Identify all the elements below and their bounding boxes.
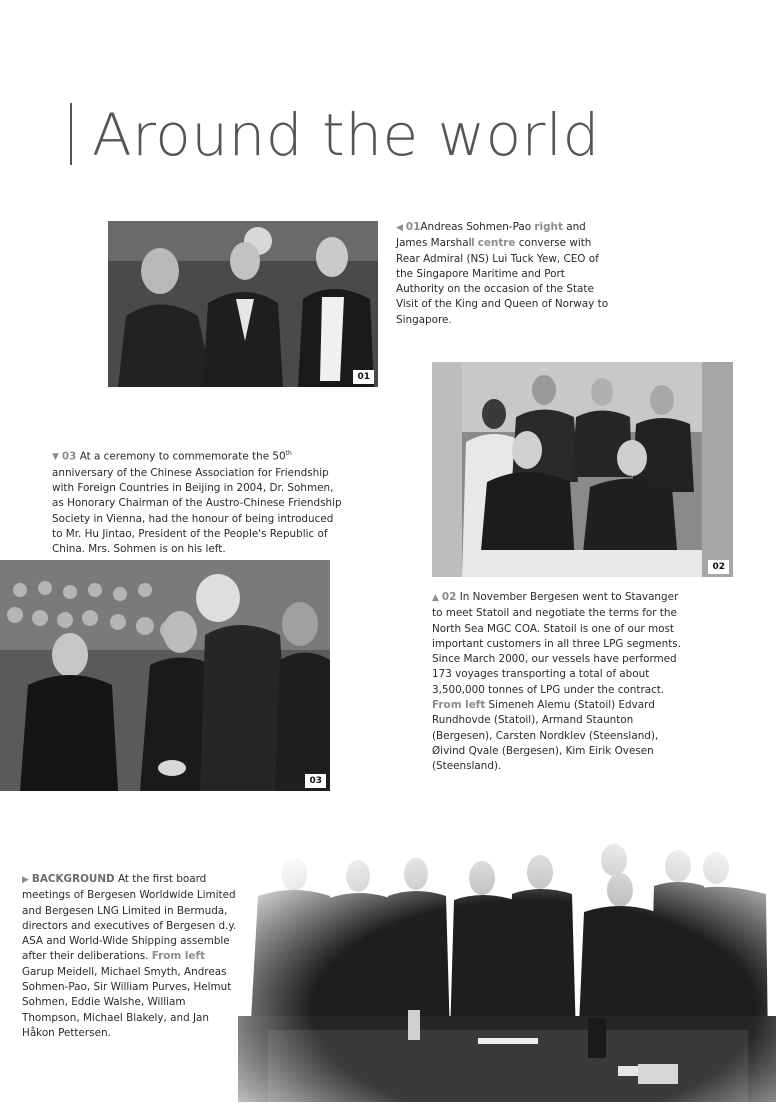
caption-number: 02 [441,591,457,603]
photo-03 [0,560,330,791]
photo-number: 02 [708,560,729,574]
caption-number: 03 [61,450,77,463]
photo-number: 03 [305,774,326,788]
photo-01 [108,221,378,387]
caption-02: ▲ 02 In November Bergesen went to Stavanger to meet Statoil and negotiate the terms for the North Sea MGC COA. Statoil is one of our most important customers in all three LPG segments. Since March 2000, our vessels have performed 173 voyages transporting a total of about 3,500,000 tonnes of LPG under the contract. From left Simeneh Alemu (Statoil) Edvard Rundhovde (Statoil), Armand Staunton (Bergesen), Carsten Nordklev (Steensland), Øivind Qvale (Bergesen), Kim Eirik Ovesen (Steensland). [432,591,681,773]
triangle-up-icon: ▲ [432,593,439,603]
photo-background [238,838,776,1102]
triangle-right-icon: ▶ [22,875,29,885]
page-title: Around the world [92,101,600,169]
photo-03-image [0,560,330,791]
photo-background-image [238,838,776,1102]
triangle-down-icon: ▼ [52,452,59,463]
photo-01-image [108,221,378,387]
caption-03: ▼ 03 At a ceremony to commemorate the 50th anniversary of the Chinese Association for Friendship with Foreign Countries in Beijing in 2004, Dr. Sohmen, as Honorary Chairman of the Austro-Chinese Friendship Society in Vienna, had the honour of being introduced to Mr. Hu Jintao, President of the People's Republic of China. Mrs. Sohmen is on his left. [52,450,342,556]
photo-02-image [432,362,733,577]
caption-01: ◀ 01Andreas Sohmen-Pao right and James Marshall centre converse with Rear Admiral (NS) Lui Tuck Yew, CEO of the Singapore Maritime and Port Authority on the occasion of the State Visit of the King and Queen of Norway to Singapore. [396,221,609,326]
photo-number: 01 [353,370,374,384]
photo-02 [432,362,733,577]
triangle-left-icon: ◀ [396,223,403,233]
title-rule [70,103,72,165]
caption-number: 01 [405,221,421,233]
caption-background: ▶ BACKGROUND At the first board meetings of Bergesen Worldwide Limited and Bergesen LNG Limited in Bermuda, directors and executives of Bergesen d.y. ASA and World-Wide Shipping assemble after their deliberations. From left Garup Meidell, Michael Smyth, Andreas Sohmen-Pao, Sir William Purves, Helmut Sohmen, Eddie Walshe, William Thompson, Michael Blakely, and Jan Håkon Pettersen. [22,873,237,1039]
